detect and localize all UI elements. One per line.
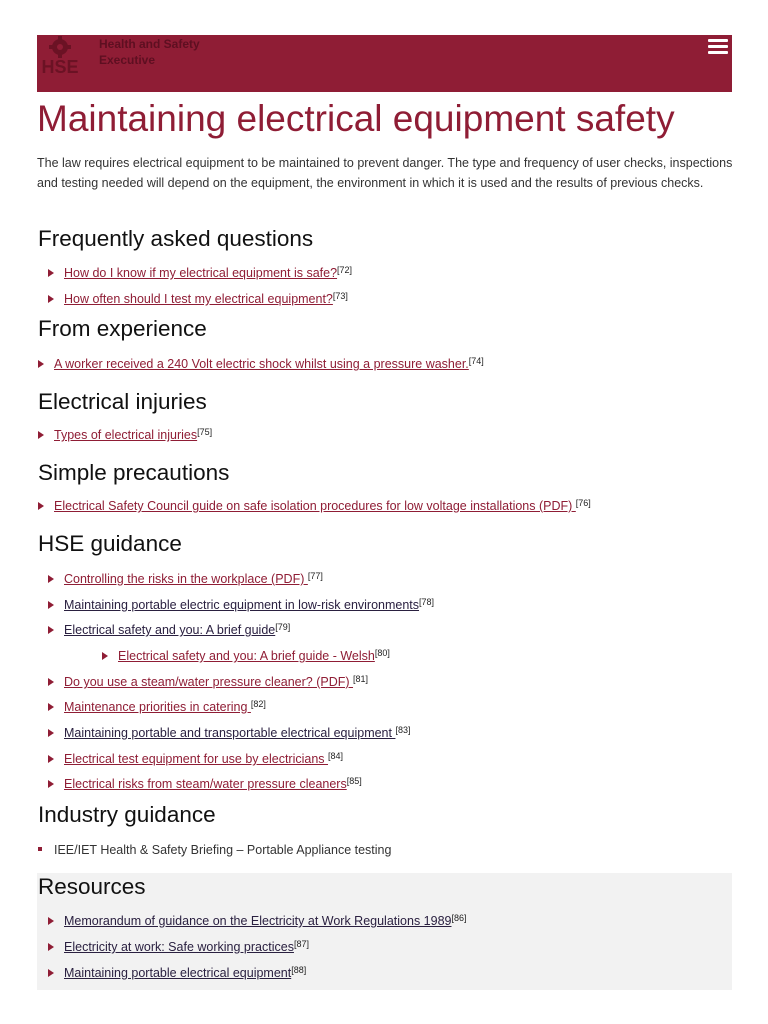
bullet-arrow-icon xyxy=(38,431,44,439)
reference-number: [80] xyxy=(374,648,390,658)
list-item xyxy=(38,427,212,443)
guidance-link[interactable]: Maintaining portable and transportable electrical equipment xyxy=(64,726,396,740)
guidance-link[interactable]: Controlling the risks in the workplace (PDF) xyxy=(64,572,308,586)
reference-number: [84] xyxy=(328,751,344,761)
bullet-arrow-icon xyxy=(48,755,54,763)
section-heading-faq: Frequently asked questions xyxy=(38,226,314,251)
guidance-link[interactable]: Maintaining portable electric equipment in low-risk environments xyxy=(64,598,420,612)
reference-number: [75] xyxy=(197,427,213,437)
experience-link[interactable]: A worker received a 240 Volt electric shock whilst using a pressure washer. xyxy=(54,357,469,371)
resource-link[interactable]: Electricity at work: Safe working practices xyxy=(64,940,294,954)
menu-icon[interactable] xyxy=(708,39,728,55)
org-line-1: Health and Safety xyxy=(99,37,200,51)
list-item xyxy=(48,699,266,715)
list-item xyxy=(48,622,290,638)
bullet-arrow-icon xyxy=(48,917,54,925)
reference-number: [82] xyxy=(250,699,266,709)
logo-text: HSE xyxy=(41,57,79,77)
bullet-arrow-icon xyxy=(38,502,44,510)
list-item xyxy=(48,913,467,929)
reference-number: [83] xyxy=(395,725,411,735)
industry-item-text: IEE/IET Health & Safety Briefing – Portable Appliance testing xyxy=(54,843,392,857)
precautions-link[interactable]: Electrical Safety Council guide on safe isolation procedures for low voltage installations (PDF) xyxy=(54,499,576,513)
section-heading-industry: Industry guidance xyxy=(38,802,216,827)
guidance-link[interactable]: Do you use a steam/water pressure cleaner? (PDF) xyxy=(64,675,354,689)
reference-number: [86] xyxy=(451,913,467,923)
faq-link[interactable]: How often should I test my electrical equipment? xyxy=(64,292,333,306)
hse-logo[interactable] xyxy=(37,35,83,81)
reference-number: [79] xyxy=(275,622,291,632)
intro-paragraph: The law requires electrical equipment to be maintained to prevent danger. The type and frequency of user checks, inspections and testing needed will depend on the equipment, the environment in which it is used and the results of previous checks. xyxy=(37,156,733,190)
reference-number: [77] xyxy=(307,571,323,581)
list-item xyxy=(48,571,323,587)
bullet-arrow-icon xyxy=(38,360,44,368)
crown-icon xyxy=(37,35,83,59)
section-heading-precautions: Simple precautions xyxy=(38,460,230,485)
list-item xyxy=(48,939,309,955)
bullet-arrow-icon xyxy=(48,943,54,951)
section-heading-experience: From experience xyxy=(38,316,207,341)
guidance-link[interactable]: Maintenance priorities in catering xyxy=(64,700,251,714)
bullet-arrow-icon xyxy=(48,269,54,277)
list-item xyxy=(38,356,484,372)
reference-number: [73] xyxy=(332,291,348,301)
reference-number: [78] xyxy=(419,597,435,607)
section-heading-guidance: HSE guidance xyxy=(38,531,182,556)
list-item xyxy=(48,265,352,281)
bullet-arrow-icon xyxy=(48,678,54,686)
bullet-arrow-icon xyxy=(48,575,54,583)
list-item xyxy=(48,674,368,690)
reference-number: [81] xyxy=(353,674,369,684)
resource-link[interactable]: Maintaining portable electrical equipment xyxy=(64,966,292,980)
bullet-arrow-icon xyxy=(102,652,108,660)
list-item xyxy=(102,648,390,664)
organisation-name xyxy=(99,36,249,68)
guidance-link[interactable]: Electrical risks from steam/water pressure cleaners xyxy=(64,777,347,791)
reference-number: [76] xyxy=(575,498,591,508)
faq-link[interactable]: How do I know if my electrical equipment is safe? xyxy=(64,266,338,280)
square-bullet-icon xyxy=(38,847,42,851)
bullet-arrow-icon xyxy=(48,295,54,303)
list-item xyxy=(48,291,348,307)
list-item xyxy=(38,498,591,514)
section-heading-injuries: Electrical injuries xyxy=(38,389,207,414)
guidance-link[interactable]: Electrical test equipment for use by electricians xyxy=(64,752,329,766)
bullet-arrow-icon xyxy=(48,969,54,977)
bullet-arrow-icon xyxy=(48,780,54,788)
guidance-link[interactable]: Electrical safety and you: A brief guide xyxy=(64,623,276,637)
bullet-arrow-icon xyxy=(48,703,54,711)
reference-number: [72] xyxy=(337,265,353,275)
reference-number: [87] xyxy=(293,939,309,949)
list-item xyxy=(48,776,362,792)
list-item xyxy=(48,725,410,741)
guidance-link[interactable]: Electrical safety and you: A brief guide - Welsh xyxy=(118,649,375,663)
reference-number: [85] xyxy=(346,776,362,786)
reference-number: [88] xyxy=(291,965,307,975)
bullet-arrow-icon xyxy=(48,729,54,737)
bullet-arrow-icon xyxy=(48,601,54,609)
list-item xyxy=(48,751,343,767)
site-header xyxy=(37,35,732,92)
injuries-link[interactable]: Types of electrical injuries xyxy=(54,428,198,442)
bullet-arrow-icon xyxy=(48,626,54,634)
list-item xyxy=(38,842,391,858)
section-heading-resources: Resources xyxy=(38,874,146,899)
resource-link[interactable]: Memorandum of guidance on the Electricity at Work Regulations 1989 xyxy=(64,914,452,928)
reference-number: [74] xyxy=(468,356,484,366)
list-item xyxy=(48,597,434,613)
list-item xyxy=(48,965,306,981)
org-line-2: Executive xyxy=(99,53,156,67)
page-title: Maintaining electrical equipment safety xyxy=(37,98,675,139)
